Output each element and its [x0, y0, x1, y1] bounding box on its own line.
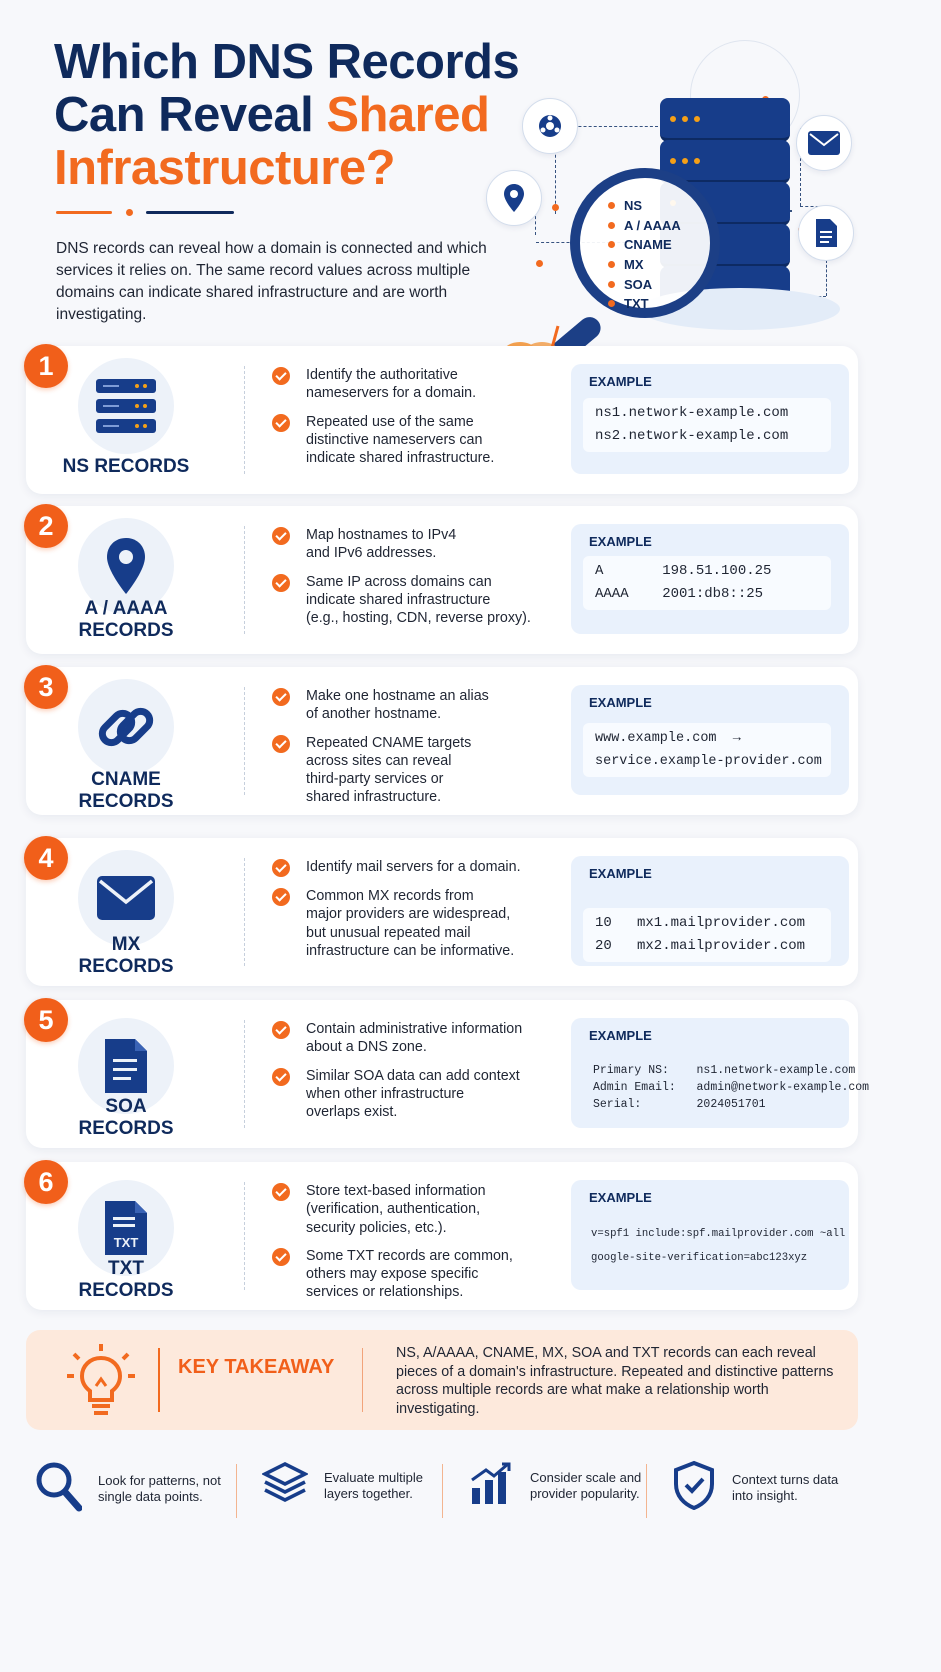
title-line-2: Can Reveal	[54, 88, 327, 142]
example-line: Serial: 2024051701	[593, 1098, 766, 1111]
example-code	[583, 1056, 870, 1119]
record-label: TXT RECORDS	[78, 1258, 174, 1301]
record-type-item: SOA	[608, 274, 708, 294]
bullet-point: Similar SOA data can add context when other infrastructure overlaps exist.	[272, 1067, 562, 1122]
check-icon	[272, 859, 290, 877]
bullet-point: Repeated use of the same distinctive nameservers can indicate shared infrastructure.	[272, 413, 562, 468]
bullet-point: Some TXT records are common, others may expose specific services or relationships.	[272, 1247, 562, 1302]
record-type-item: NS	[608, 196, 708, 216]
title-underline	[56, 209, 236, 215]
example-line: AAAA 2001:db8::25	[595, 586, 764, 602]
record-number: 2	[24, 504, 68, 548]
example-line: 10 mx1.mailprovider.com	[595, 915, 806, 931]
record-label: A / AAAA RECORDS	[78, 598, 174, 641]
svg-text:TXT: TXT	[113, 1235, 139, 1250]
example-code	[583, 1218, 845, 1274]
example-code	[583, 398, 831, 452]
example-line: A 198.51.100.25	[595, 563, 772, 579]
footer-tip	[468, 1460, 660, 1511]
record-number: 1	[24, 344, 68, 388]
record-points	[272, 858, 562, 970]
example-label: EXAMPLE	[589, 374, 652, 389]
record-label: MX RECORDS	[78, 934, 174, 977]
example-line: google-site-verification=abc123xyz	[591, 1252, 808, 1264]
footer-tips	[0, 1448, 941, 1558]
bullet-point: Same IP across domains can indicate shared infrastructure (e.g., hosting, CDN, reverse proxy).	[272, 573, 562, 628]
example-line: 20 mx2.mailprovider.com	[595, 938, 806, 954]
record-points	[272, 1020, 562, 1131]
bullet-point: Repeated CNAME targets across sites can reveal third-party services or shared infrastructure.	[272, 734, 562, 807]
example-label: EXAMPLE	[589, 534, 652, 549]
divider	[646, 1464, 647, 1518]
divider	[236, 1464, 237, 1518]
bullet-point: Make one hostname an alias of another hostname.	[272, 687, 562, 724]
record-number: 3	[24, 665, 68, 709]
example-line: Admin Email: admin@network-example.com	[593, 1081, 870, 1094]
check-icon	[272, 574, 290, 592]
divider	[442, 1464, 443, 1518]
record-type-list	[608, 196, 708, 314]
lightbulb-icon	[66, 1342, 136, 1423]
example-line: service.example-provider.com	[595, 754, 822, 769]
layers-icon	[262, 1460, 308, 1511]
example-code	[583, 723, 831, 777]
record-label: NS RECORDS	[62, 456, 190, 477]
link-icon	[78, 679, 174, 775]
footer-tip-text: Context turns data into insight.	[732, 1471, 839, 1503]
divider	[158, 1348, 160, 1412]
shield-check-icon	[672, 1460, 716, 1515]
record-card-txt	[26, 1162, 858, 1310]
example-panel	[571, 685, 849, 795]
record-number: 6	[24, 1160, 68, 1204]
check-icon	[272, 367, 290, 385]
example-label: EXAMPLE	[589, 695, 652, 710]
page-title	[54, 36, 574, 195]
example-label: EXAMPLE	[589, 1190, 652, 1205]
divider	[362, 1348, 363, 1412]
check-icon	[272, 1248, 290, 1266]
bullet-point: Map hostnames to IPv4 and IPv6 addresses.	[272, 526, 562, 563]
takeaway-title: KEY TAKEAWAY	[178, 1356, 335, 1378]
check-icon	[272, 527, 290, 545]
title-line-3: Infrastructure?	[54, 141, 396, 195]
title-accent-word: Shared	[326, 88, 490, 142]
record-card-ns	[26, 346, 858, 494]
example-line: ns2.network-example.com	[595, 428, 789, 444]
example-panel	[571, 364, 849, 474]
footer-tip	[34, 1460, 228, 1517]
server-icon	[78, 358, 174, 454]
check-icon	[272, 1021, 290, 1039]
divider	[244, 1182, 245, 1290]
divider	[244, 1020, 245, 1128]
record-points	[272, 687, 562, 817]
example-code	[583, 908, 831, 962]
example-line: ns1.network-example.com	[595, 405, 789, 421]
check-icon	[272, 688, 290, 706]
example-label: EXAMPLE	[589, 866, 652, 881]
example-code	[583, 556, 831, 610]
intro-paragraph: DNS records can reveal how a domain is connected and which services it relies on. The same record values across multiple domains can indicate shared infrastructure and are worth investigating.	[56, 240, 487, 323]
network-icon	[522, 98, 578, 154]
check-icon	[272, 414, 290, 432]
footer-tip	[262, 1460, 454, 1511]
document-icon	[798, 205, 854, 261]
example-panel	[571, 1180, 849, 1290]
bullet-point: Contain administrative information about a DNS zone.	[272, 1020, 562, 1057]
record-card-cname	[26, 667, 858, 815]
record-number: 5	[24, 998, 68, 1042]
record-card-soa	[26, 1000, 870, 1148]
footer-tip-text: Evaluate multiple layers together.	[324, 1469, 423, 1501]
record-points	[272, 1182, 562, 1312]
example-line: Primary NS: ns1.network-example.com	[593, 1064, 856, 1077]
record-points	[272, 366, 562, 477]
check-icon	[272, 1183, 290, 1201]
takeaway-text: NS, A/AAAA, CNAME, MX, SOA and TXT records can each reveal pieces of a domain's infrastructure. Repeated and distinctive patterns across multiple records are what make a relationship worth investigating.	[396, 1345, 834, 1417]
record-label: CNAME RECORDS	[78, 769, 174, 812]
example-label: EXAMPLE	[589, 1028, 652, 1043]
bullet-point: Common MX records from major providers are widespread, but unusual repeated mail infrastructure can be informative.	[272, 887, 562, 960]
record-card-mx	[26, 838, 858, 986]
magnifier-icon	[34, 1460, 82, 1517]
envelope-icon	[78, 850, 174, 946]
record-type-item: CNAME	[608, 235, 708, 255]
divider	[244, 687, 245, 795]
bullet-point: Identify mail servers for a domain.	[272, 858, 562, 877]
record-card-a-aaaa	[26, 506, 858, 654]
bar-chart-icon	[468, 1460, 514, 1511]
location-pin-icon	[486, 170, 542, 226]
mail-icon	[796, 115, 852, 171]
divider	[244, 526, 245, 634]
bullet-point: Store text-based information (verification, authentication, security policies, etc.).	[272, 1182, 562, 1237]
key-takeaway-banner	[26, 1330, 858, 1430]
example-panel	[571, 856, 849, 966]
example-panel	[571, 524, 849, 634]
record-number: 4	[24, 836, 68, 880]
record-label: SOA RECORDS	[78, 1096, 174, 1139]
record-type-item: TXT	[608, 294, 708, 314]
record-type-item: A / AAAA	[608, 216, 708, 236]
check-icon	[272, 888, 290, 906]
example-panel	[571, 1018, 870, 1128]
footer-tip	[672, 1460, 862, 1515]
check-icon	[272, 735, 290, 753]
record-points	[272, 526, 562, 637]
footer-tip-text: Look for patterns, not single data points.	[98, 1472, 221, 1504]
hero-illustration	[500, 20, 941, 350]
bullet-point: Identify the authoritative nameservers for a domain.	[272, 366, 562, 403]
divider	[244, 366, 245, 474]
record-type-item: MX	[608, 255, 708, 275]
example-line: v=spf1 include:spf.mailprovider.com ~all	[591, 1228, 846, 1240]
divider	[244, 858, 245, 966]
title-line-1: Which DNS Records	[54, 35, 520, 89]
check-icon	[272, 1068, 290, 1086]
example-line: www.example.com →	[595, 731, 741, 746]
footer-tip-text: Consider scale and provider popularity.	[530, 1469, 642, 1501]
